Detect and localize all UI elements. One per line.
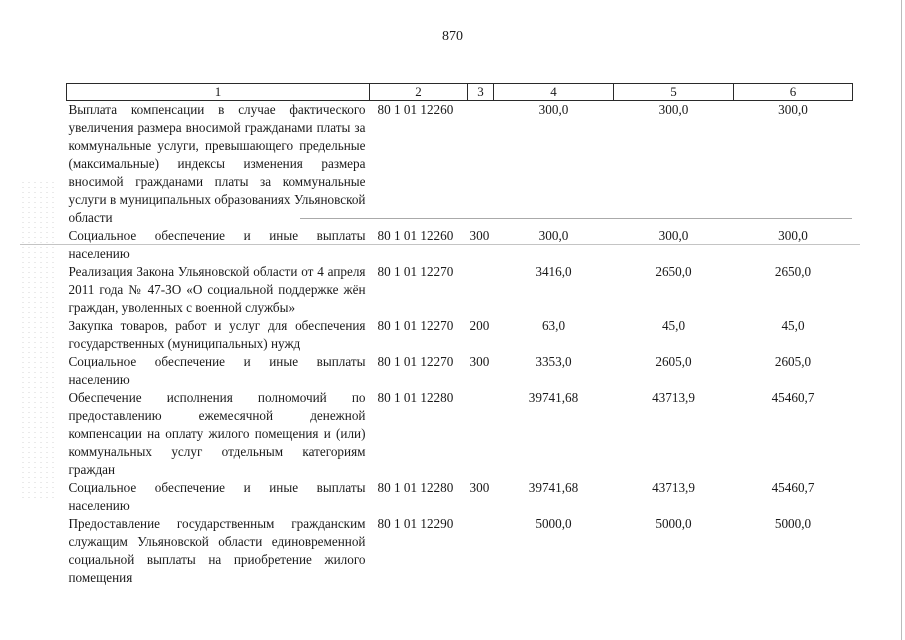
amount-year2: 5000,0 [655,516,692,531]
amount-year3: 45460,7 [771,390,815,405]
table-header-row [67,84,853,101]
budget-table [66,83,853,587]
table-row [67,479,853,515]
item-name: Выплата компенсации в случае фактического увеличения размера вносимой гражданами платы за коммунальные услуги, превышающего предельные (максимальные) индексы изменения размера вносимой гражданами платы за коммунальные услуги в муниципальных образованиях Ульяновской области [68,102,366,225]
amount-year2: 2605,0 [655,354,692,369]
column-header: 3 [468,84,494,101]
amount-year1: 5000,0 [535,516,572,531]
target-code: 80 1 01 12260 [377,228,454,243]
amount-year3: 5000,0 [774,516,812,531]
amount-year2: 300,0 [658,228,689,243]
table-row [67,317,853,353]
item-name: Предоставление государственным гражданским служащим Ульяновской области единовременной социальной выплаты на приобретение жилого помещения [68,516,366,585]
column-header: 5 [614,84,734,101]
amount-year2: 43713,9 [652,390,695,405]
table-row [67,389,853,479]
expense-type: 300 [469,480,490,495]
amount-year3: 300,0 [778,228,808,243]
amount-year1: 300,0 [538,228,569,243]
item-name: Обеспечение исполнения полномочий по предоставлению ежемесячной денежной компенсации на оплату жилого помещения и (или) коммунальных услуг отдельным категориям граждан [68,390,366,477]
amount-year2: 45,0 [661,318,686,333]
target-code: 80 1 01 12290 [377,516,454,531]
amount-year1: 3416,0 [535,264,572,279]
table-row [67,515,853,587]
amount-year2: 43713,9 [652,480,695,495]
amount-year3: 2650,0 [774,264,812,279]
amount-year2: 300,0 [658,102,689,117]
amount-year1: 300,0 [538,102,569,117]
page-number: 870 [442,29,463,44]
expense-type: 300 [469,228,490,243]
item-name: Социальное обеспечение и иные выплаты населению [68,354,366,387]
expense-type [468,101,494,228]
table-row [67,227,853,263]
column-header: 2 [370,84,468,101]
item-name: Социальное обеспечение и иные выплаты населению [68,228,366,261]
item-name: Реализация Закона Ульяновской области от 4 апреля 2011 года № 47-ЗО «О социальной поддержке жён граждан, уволенных с военной службы» [68,264,366,315]
amount-year2: 2650,0 [655,264,692,279]
amount-year1: 63,0 [541,318,566,333]
column-header: 4 [494,84,614,101]
target-code: 80 1 01 12270 [377,264,454,279]
amount-year3: 300,0 [778,102,808,117]
column-header: 1 [67,84,370,101]
scan-edge [901,0,902,640]
target-code: 80 1 01 12270 [377,318,454,333]
expense-type [468,263,494,317]
target-code: 80 1 01 12260 [377,102,454,117]
table-row [67,353,853,389]
column-header: 6 [734,84,853,101]
expense-type [468,389,494,479]
expense-type [468,515,494,587]
target-code: 80 1 01 12280 [377,390,454,405]
amount-year3: 45,0 [781,318,805,333]
target-code: 80 1 01 12280 [377,480,454,495]
amount-year3: 2605,0 [774,354,812,369]
amount-year1: 39741,68 [528,390,579,405]
item-name: Закупка товаров, работ и услуг для обеспечения государственных (муниципальных) нужд [68,318,366,351]
amount-year1: 3353,0 [535,354,572,369]
amount-year1: 39741,68 [528,480,579,495]
expense-type: 200 [469,318,490,333]
amount-year3: 45460,7 [771,480,815,495]
expense-type: 300 [469,354,490,369]
table-row [67,101,853,228]
target-code: 80 1 01 12270 [377,354,454,369]
scan-noise [20,180,56,500]
item-name: Социальное обеспечение и иные выплаты населению [68,480,366,513]
table-row [67,263,853,317]
